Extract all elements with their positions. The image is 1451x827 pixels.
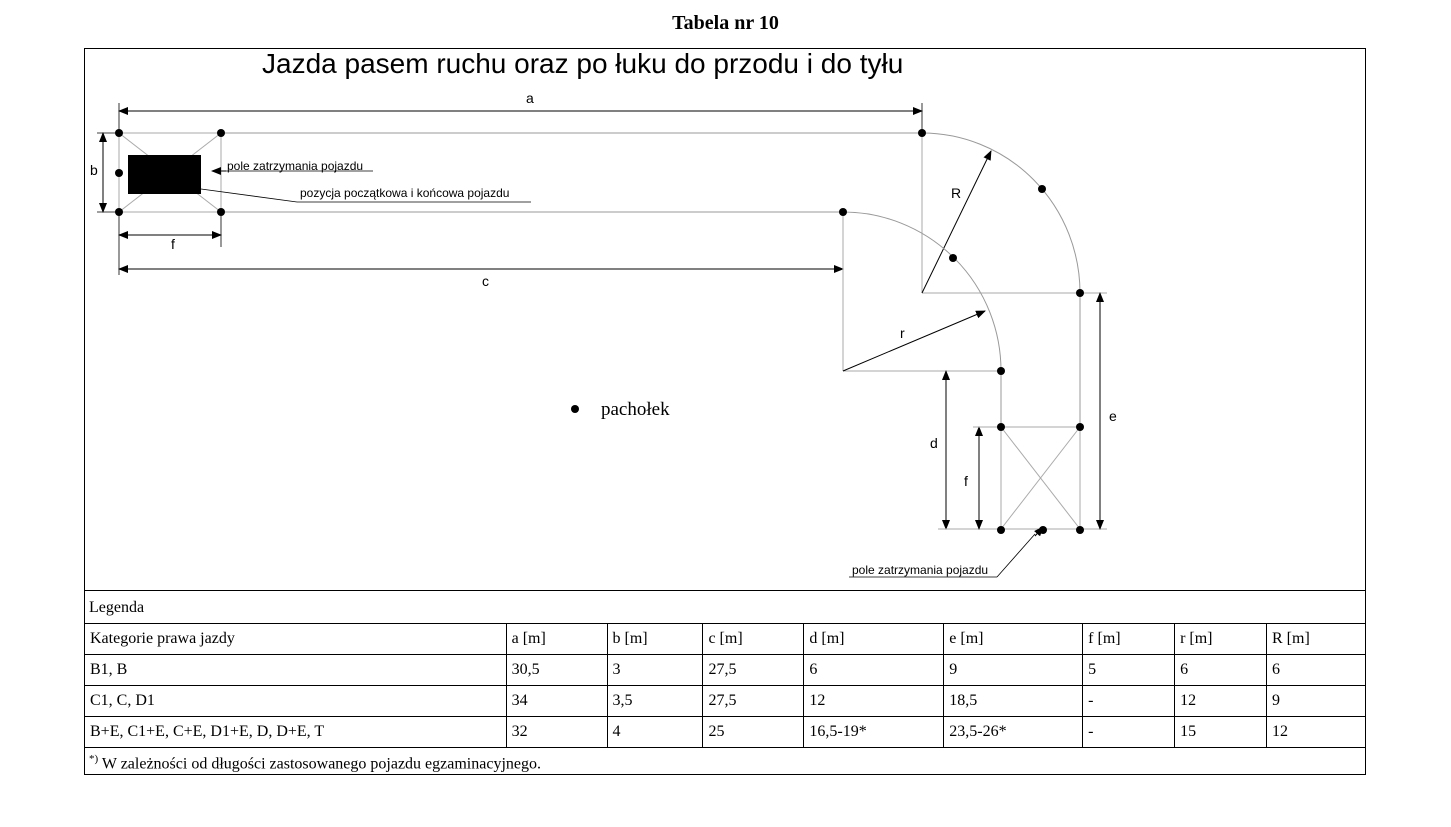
footnote-text: W zależności od długości zastosowanego pojazdu egzaminacyjnego. <box>101 755 541 773</box>
label-r: r <box>900 325 905 341</box>
header-cell: R [m] <box>1267 624 1366 655</box>
label-f-bottom: f <box>964 473 968 489</box>
legend-title: Legenda <box>85 590 1365 623</box>
table-cell: 16,5-19* <box>804 717 944 748</box>
cone <box>115 129 123 137</box>
table-cell: 18,5 <box>944 686 1083 717</box>
table-cell: 12 <box>1175 686 1267 717</box>
table-cell: B1, B <box>85 655 507 686</box>
table-cell: 34 <box>506 686 607 717</box>
footnote-mark: *) <box>89 753 99 765</box>
table-row <box>85 717 1366 748</box>
header-cell: d [m] <box>804 624 944 655</box>
table-cell: B+E, C1+E, C+E, D1+E, D, D+E, T <box>85 717 507 748</box>
label-d: d <box>930 435 938 451</box>
table-cell: 15 <box>1175 717 1267 748</box>
cone <box>997 423 1005 431</box>
vehicle <box>128 155 201 194</box>
maneuver-diagram <box>85 49 1365 589</box>
table-cell: 3 <box>607 655 703 686</box>
table-cell: 6 <box>1175 655 1267 686</box>
cone <box>997 526 1005 534</box>
table-cell: 3,5 <box>607 686 703 717</box>
cone <box>918 129 926 137</box>
cone-key-label: pachołek <box>601 399 670 420</box>
label-b: b <box>90 162 98 178</box>
table-cell: C1, C, D1 <box>85 686 507 717</box>
table-cell: 5 <box>1083 655 1175 686</box>
table-caption: Tabela nr 10 <box>672 12 779 34</box>
label-R: R <box>951 185 962 201</box>
label-stop-area-bottom: pole zatrzymania pojazdu <box>852 563 989 577</box>
label-start-position: pozycja początkowa i końcowa pojazdu <box>300 186 510 200</box>
table-cell: 25 <box>703 717 804 748</box>
radius-r-arrow <box>843 311 985 371</box>
table-row <box>85 686 1366 717</box>
table-cell: 27,5 <box>703 655 804 686</box>
label-e: e <box>1109 408 1117 424</box>
table-cell: 9 <box>944 655 1083 686</box>
header-cell: b [m] <box>607 624 703 655</box>
cone <box>997 367 1005 375</box>
cone <box>1076 289 1084 297</box>
cone-markers <box>115 129 1084 534</box>
cone <box>1038 185 1046 193</box>
leader-start-position <box>201 189 297 202</box>
diagram-title: Jazda pasem ruchu oraz po łuku do przodu i do tyłu <box>262 49 904 79</box>
label-c: c <box>482 273 489 289</box>
table-cell: 6 <box>1267 655 1366 686</box>
cone <box>949 254 957 262</box>
label-stop-area-top: pole zatrzymania pojazdu <box>227 159 364 173</box>
cone-key-marker <box>571 405 579 413</box>
outer-arc <box>922 133 1080 293</box>
label-a: a <box>526 90 534 106</box>
header-cell: c [m] <box>703 624 804 655</box>
header-cell: a [m] <box>506 624 607 655</box>
table-cell: 27,5 <box>703 686 804 717</box>
cone <box>1039 526 1047 534</box>
table-header-row <box>85 624 1366 655</box>
cone <box>115 208 123 216</box>
footnote <box>85 751 1365 775</box>
table-cell: 30,5 <box>506 655 607 686</box>
header-cell: f [m] <box>1083 624 1175 655</box>
cone <box>217 129 225 137</box>
header-cell: e [m] <box>944 624 1083 655</box>
dimensions-table <box>84 623 1366 748</box>
table-row <box>85 655 1366 686</box>
cone <box>1076 526 1084 534</box>
table-cell: - <box>1083 717 1175 748</box>
table-cell: 12 <box>804 686 944 717</box>
leader-stop-area-bottom <box>997 534 1035 577</box>
header-cell: r [m] <box>1175 624 1267 655</box>
table-cell: 23,5-26* <box>944 717 1083 748</box>
cone <box>1076 423 1084 431</box>
table-cell: - <box>1083 686 1175 717</box>
cone <box>217 208 225 216</box>
cone <box>115 169 123 177</box>
cone <box>839 208 847 216</box>
table-cell: 4 <box>607 717 703 748</box>
table-cell: 9 <box>1267 686 1366 717</box>
label-f-top: f <box>171 236 175 252</box>
table-cell: 32 <box>506 717 607 748</box>
header-cell: Kategorie prawa jazdy <box>85 624 507 655</box>
radius-R-arrow <box>922 151 991 293</box>
table-cell: 12 <box>1267 717 1366 748</box>
table-cell: 6 <box>804 655 944 686</box>
